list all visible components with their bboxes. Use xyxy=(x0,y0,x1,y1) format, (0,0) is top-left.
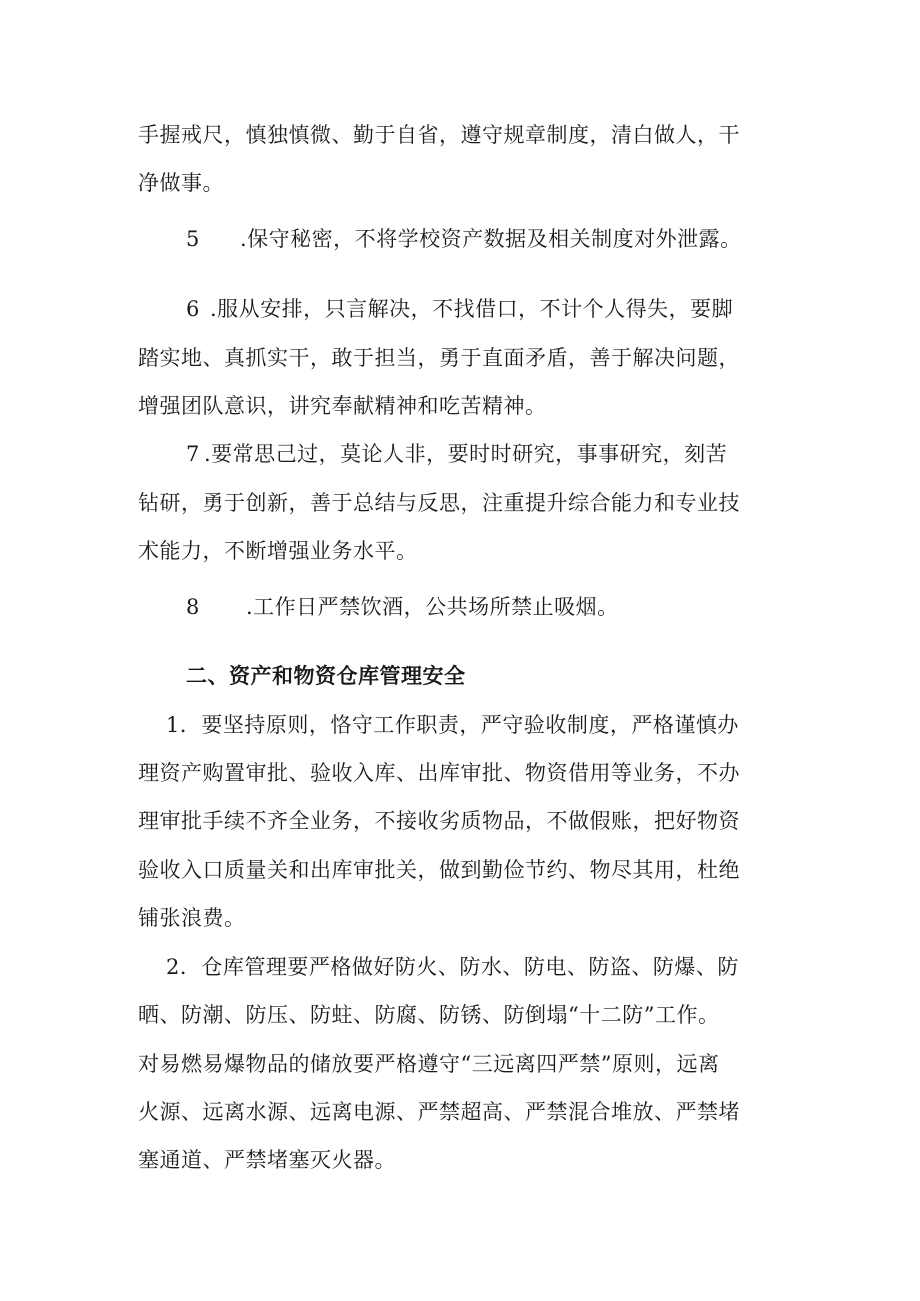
section-2-item-2-line-2: 晒、防潮、防压、防蛀、防腐、防锈、防倒塌“十二防”工作。 xyxy=(138,1003,720,1027)
item-5-text: .保守秘密，不将学校资产数据及相关制度对外泄露。 xyxy=(240,227,742,251)
item-6-line-3: 增强团队意识，讲究奉献精神和吃苦精神。 xyxy=(138,394,547,418)
paragraph-4-line-2: 净做事。 xyxy=(138,171,224,195)
item-8-number: 8 xyxy=(186,595,200,619)
item-7-line-1: .要常思己过，莫论人非，要时时研究，事事研究，刻苦 xyxy=(204,442,728,466)
section-2-item-1-line-2: 理资产购置审批、验收入库、出库审批、物资借用等业务，不办 xyxy=(138,761,740,785)
item-8-text: .工作日严禁饮酒，公共场所禁止吸烟。 xyxy=(246,595,619,619)
section-2-item-1-line-1: 1．要坚持原则，恪守工作职责，严守验收制度，严格谨慎办 xyxy=(166,713,739,737)
section-2-heading: 二、资产和物资仓库管理安全 xyxy=(186,664,466,688)
item-6-line-1: .服从安排，只言解决，不找借口，不计个人得失，要脚 xyxy=(210,297,734,321)
section-2-item-2-line-3: 对易燃易爆物品的储放要严格遵守“三远离四严禁”原则，远离 xyxy=(138,1052,720,1076)
section-2-item-1-line-5: 铺张浪费。 xyxy=(138,906,246,930)
item-7-line-3: 术能力，不断增强业务水平。 xyxy=(138,539,418,563)
section-2-item-1-line-4: 验收入口质量关和出库审批关，做到勤俭节约、物尽其用，杜绝 xyxy=(138,858,740,882)
section-2-item-2-line-4: 火源、远离水源、远离电源、严禁超高、严禁混合堆放、严禁堵 xyxy=(138,1100,740,1124)
item-7-line-2: 钻研，勇于创新，善于总结与反思，注重提升综合能力和专业技 xyxy=(138,491,740,515)
section-2-item-1-line-3: 理审批手续不齐全业务，不接收劣质物品，不做假账，把好物资 xyxy=(138,809,740,833)
paragraph-4-line-1: 手握戒尺，慎独慎微、勤于自省，遵守规章制度，清白做人，干 xyxy=(138,123,740,147)
item-6-number: 6 xyxy=(186,297,200,321)
section-2-item-2-line-5: 塞通道、严禁堵塞灭火器。 xyxy=(138,1148,396,1172)
item-7-number: 7 xyxy=(186,442,200,466)
item-5-number: 5 xyxy=(186,227,200,251)
section-2-item-2-line-1: 2．仓库管理要严格做好防火、防水、防电、防盗、防爆、防 xyxy=(166,955,739,979)
item-6-line-2: 踏实地、真抓实干，敢于担当，勇于直面矛盾，善于解决问题， xyxy=(138,346,740,370)
